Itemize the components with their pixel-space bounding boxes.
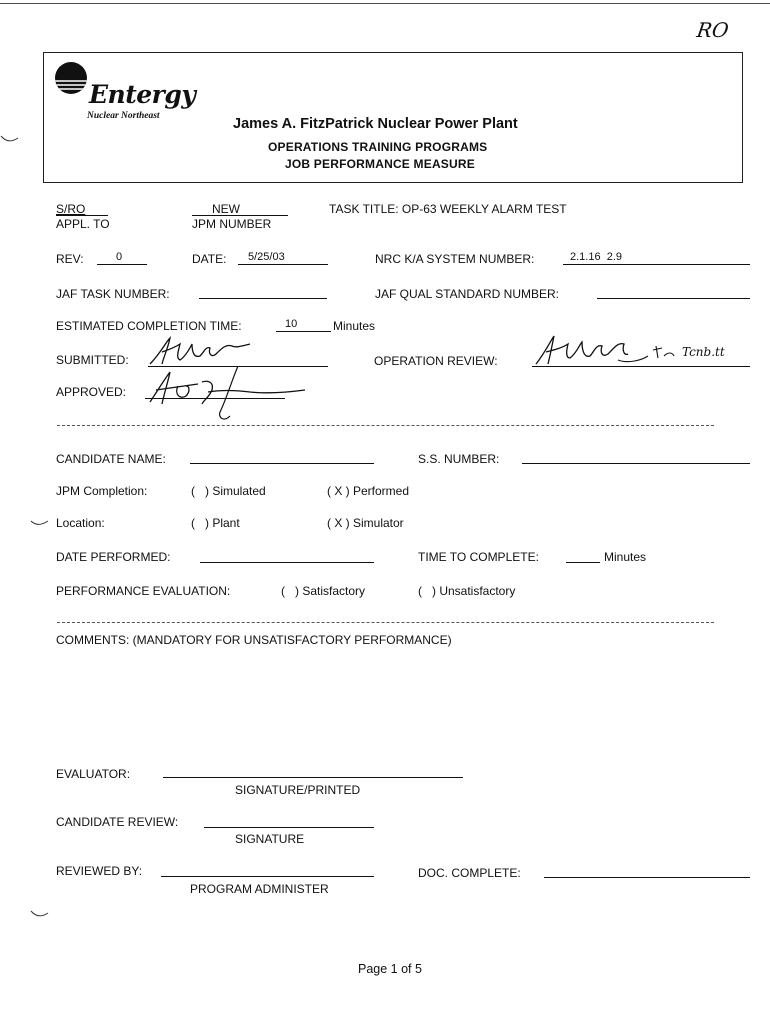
entergy-logo (53, 58, 213, 122)
date-performed-line (200, 562, 374, 563)
logo-brand: Entergy (89, 80, 196, 109)
nrc-label: NRC K/A SYSTEM NUMBER: (375, 252, 535, 266)
eval-unsatisfactory: ( ) Unsatisfactory (418, 584, 516, 598)
date-label: DATE: (192, 252, 227, 266)
op-review-label: OPERATION REVIEW: (374, 354, 498, 368)
plant-title: James A. FitzPatrick Nuclear Power Plant (233, 116, 518, 132)
binder-mark-bottom (30, 909, 50, 921)
date-underline (238, 264, 328, 265)
time-to-complete-line (566, 562, 600, 563)
program-title: OPERATIONS TRAINING PROGRAMS (268, 140, 488, 154)
doc-type-title: JOB PERFORMANCE MEASURE (285, 157, 475, 171)
eval-satisfactory: ( ) Satisfactory (281, 584, 366, 598)
reviewed-by-sub: PROGRAM ADMINISTER (190, 882, 329, 896)
separator-dashed-2 (57, 622, 714, 623)
appl-value: S/RO (56, 202, 86, 216)
jaf-qual-line (597, 298, 750, 299)
location-label: Location: (56, 516, 105, 530)
time-to-complete-label: TIME TO COMPLETE: (418, 550, 539, 564)
page-number: Page 1 of 5 (358, 962, 422, 976)
approved-signature (140, 360, 310, 430)
candidate-review-line (204, 827, 374, 828)
rev-label: REV: (56, 252, 84, 266)
candidate-review-label: CANDIDATE REVIEW: (56, 815, 179, 829)
jaf-qual-label: JAF QUAL STANDARD NUMBER: (375, 287, 560, 301)
completion-label: JPM Completion: (56, 484, 148, 498)
scan-edge-top (0, 3, 770, 4)
reviewed-by-label: REVIEWED BY: (56, 864, 143, 878)
svg-text:Tcnb.tt: Tcnb.tt (682, 345, 725, 359)
candidate-review-sub: SIGNATURE (235, 832, 305, 846)
time-unit: Minutes (604, 550, 647, 564)
evaluator-sub: SIGNATURE/PRINTED (235, 783, 361, 797)
est-label: ESTIMATED COMPLETION TIME: (56, 319, 242, 333)
est-value: 10 (285, 318, 298, 330)
appl-underline (56, 215, 108, 216)
candidate-name-line (190, 463, 374, 464)
reviewed-by-line (161, 876, 374, 877)
appl-label: APPL. TO (56, 217, 110, 231)
doc-complete-line (544, 877, 750, 878)
date-value: 5/25/03 (248, 251, 285, 263)
est-unit: Minutes (333, 319, 376, 333)
jpm-underline (192, 215, 288, 216)
evaluator-line (163, 777, 463, 778)
binder-mark-top (0, 134, 20, 146)
completion-simulated: ( ) Simulated (191, 484, 266, 498)
jpm-value: NEW (212, 202, 240, 216)
nrc-underline (563, 264, 750, 265)
completion-performed: ( X ) Performed (327, 484, 410, 498)
rev-value: 0 (116, 251, 123, 263)
separator-dashed-1 (57, 425, 714, 426)
corner-mark: RO (695, 18, 731, 42)
task-title: TASK TITLE: OP-63 WEEKLY ALARM TEST (329, 202, 567, 216)
nrc-value: 2.1.16 2.9 (570, 251, 622, 263)
logo-subbrand: Nuclear Northeast (87, 111, 160, 121)
location-plant: ( ) Plant (191, 516, 240, 530)
rev-underline (97, 264, 147, 265)
submitted-label: SUBMITTED: (56, 353, 129, 367)
op-review-signature (532, 330, 752, 376)
entergy-sun-icon (53, 60, 89, 96)
jaf-task-label: JAF TASK NUMBER: (56, 287, 170, 301)
location-simulator: ( X ) Simulator (327, 516, 404, 530)
est-underline (276, 331, 331, 332)
ss-label: S.S. NUMBER: (418, 452, 500, 466)
evaluator-label: EVALUATOR: (56, 767, 131, 781)
doc-complete-label: DOC. COMPLETE: (418, 866, 521, 880)
approved-label: APPROVED: (56, 385, 127, 399)
candidate-name-label: CANDIDATE NAME: (56, 452, 166, 466)
jpm-label: JPM NUMBER (192, 217, 272, 231)
comments-label: COMMENTS: (MANDATORY FOR UNSATISFACTORY PERFORMANCE) (56, 633, 452, 647)
eval-label: PERFORMANCE EVALUATION: (56, 584, 231, 598)
ss-line (522, 463, 750, 464)
date-performed-label: DATE PERFORMED: (56, 550, 171, 564)
jaf-task-line (199, 298, 327, 299)
binder-mark-mid (30, 517, 50, 529)
